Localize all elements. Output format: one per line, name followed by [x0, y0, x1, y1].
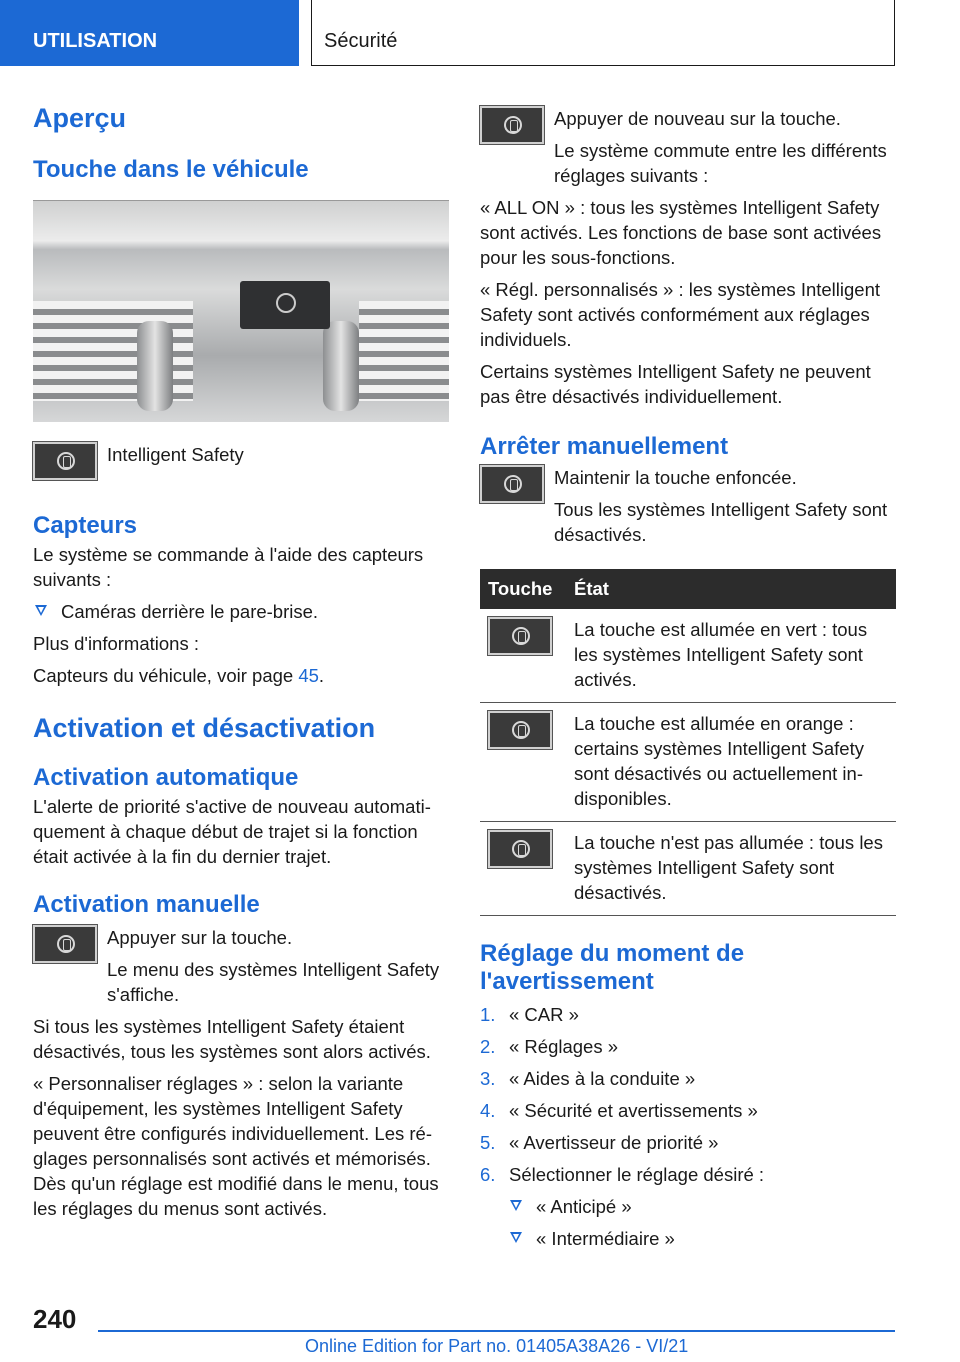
vent-knob-left	[137, 321, 173, 411]
page-footer	[0, 1296, 960, 1362]
capteurs-text: Le système se commande à l'aide des capteurs suivants :	[33, 544, 424, 590]
heading-arreter: Arrêter manuellement	[480, 433, 729, 460]
col-header-etat: État	[566, 569, 896, 609]
heading-reglage: Réglage du moment de l'avertissement	[480, 940, 745, 995]
page-number: 240	[33, 1304, 77, 1334]
intelligent-safety-button-icon	[33, 925, 97, 963]
heading-touche: Touche dans le véhicule	[33, 156, 309, 183]
table-row: La touche est allumée en orange : certains systèmes Intelligent Safety sont désactivés ou actuellement indisponibles.	[480, 703, 896, 822]
press-again: Appuyer de nouveau sur la touche.	[554, 108, 841, 129]
button-off-icon	[488, 830, 552, 868]
auto-text: L'alerte de priorité s'active de nouveau automatiquement à chaque début de trajet si la fonction était activée à la fin du dernier trajet.	[33, 796, 431, 867]
steps-list	[480, 1002, 896, 1187]
man-step2: Le menu des systèmes Intelligent Safety s'affiche.	[107, 959, 440, 1005]
bullet-triangle-icon	[35, 605, 47, 616]
intelligent-safety-button-panel	[240, 281, 330, 329]
maintenir-text: Maintenir la touche enfoncée.	[554, 467, 797, 488]
heading-capteurs: Capteurs	[33, 512, 138, 539]
heading-apercu: Aperçu	[33, 103, 127, 133]
heading-manuelle: Activation manuelle	[33, 891, 260, 918]
table-row: La touche n'est pas allumée : tous les systèmes Intelligent Safety sont désactivés.	[480, 822, 896, 916]
intelligent-safety-button-icon	[480, 106, 544, 144]
button-orange-icon	[488, 711, 552, 749]
vehicle-photo	[33, 200, 449, 422]
capteurs-bullet: Caméras derrière le pare-brise.	[33, 599, 449, 624]
button-label: Intelligent Safety	[107, 444, 244, 465]
footer-divider	[98, 1330, 895, 1332]
man-text2: « Personnaliser réglages » : selon la variante d'équipement, les systèmes Intelligent Safety peuvent être configurés individuellement. Les réglages personnalisés sont activés et mémorisés. Dès qu'un réglage est modifié dans le menu, tous les réglages du menus sont activés.	[33, 1073, 439, 1219]
list-item: 4. « Sécurité et avertissements »	[480, 1100, 758, 1121]
subsection-title: Sécurité	[311, 0, 895, 66]
certains-text: Certains systèmes Intelligent Safety ne peuvent pas être désactivés individuellement.	[480, 361, 871, 407]
heading-auto: Activation automatique	[33, 764, 299, 791]
list-item: 1. « CAR »	[480, 1004, 579, 1025]
table-row: La touche est allumée en vert : tous les systèmes Intelligent Safety sont activés.	[480, 609, 896, 703]
page-header	[0, 0, 960, 66]
air-vent-right	[359, 301, 449, 401]
bullet-triangle-icon	[510, 1200, 522, 1211]
vent-knob-right	[323, 321, 359, 411]
all-on-text: « ALL ON » : tous les systèmes Intelligent Safety sont activés. Les fonctions de base sont activées pour les sous-fonctions.	[480, 197, 882, 268]
sub-option: « Anticipé »	[508, 1194, 896, 1219]
list-item: 3. « Aides à la conduite »	[480, 1068, 696, 1089]
switch-text: Le système commute entre les différents réglages suivants :	[554, 140, 887, 186]
heading-activation: Activation et désactivation	[33, 713, 376, 743]
state-table	[480, 569, 896, 916]
tous-desact-text: Tous les systèmes Intelligent Safety sont désactivés.	[554, 499, 888, 545]
list-item: 5. « Avertisseur de priorité »	[480, 1132, 719, 1153]
section-title: UTILISATION	[0, 0, 299, 66]
page-link-45[interactable]: 45	[298, 665, 319, 686]
bullet-triangle-icon	[510, 1232, 522, 1243]
right-column	[480, 106, 896, 1251]
plus-info: Plus d'informations :	[33, 633, 199, 654]
man-text1: Si tous les systèmes Intelligent Safety étaient désactivés, tous les systèmes sont alors activés.	[33, 1016, 431, 1062]
intelligent-safety-button-icon	[33, 442, 97, 480]
capteurs-ref: Capteurs du véhicule, voir page 45.	[33, 665, 325, 686]
intelligent-safety-button-icon	[480, 465, 544, 503]
man-step1: Appuyer sur la touche.	[107, 927, 293, 948]
button-green-icon	[488, 617, 552, 655]
list-item: 2. « Réglages »	[480, 1036, 619, 1057]
left-column	[33, 100, 449, 1221]
col-header-touche: Touche	[480, 569, 566, 609]
sub-option: « Intermédiaire »	[508, 1226, 896, 1251]
edition-text: Online Edition for Part no. 01405A38A26 - VI/21	[305, 1336, 689, 1356]
regl-perso-text: « Régl. personnalisés » : les systèmes Intelligent Safety sont activés conformément aux réglages individuels.	[480, 279, 881, 350]
list-item: 6. Sélectionner le réglage désiré :	[480, 1164, 765, 1185]
